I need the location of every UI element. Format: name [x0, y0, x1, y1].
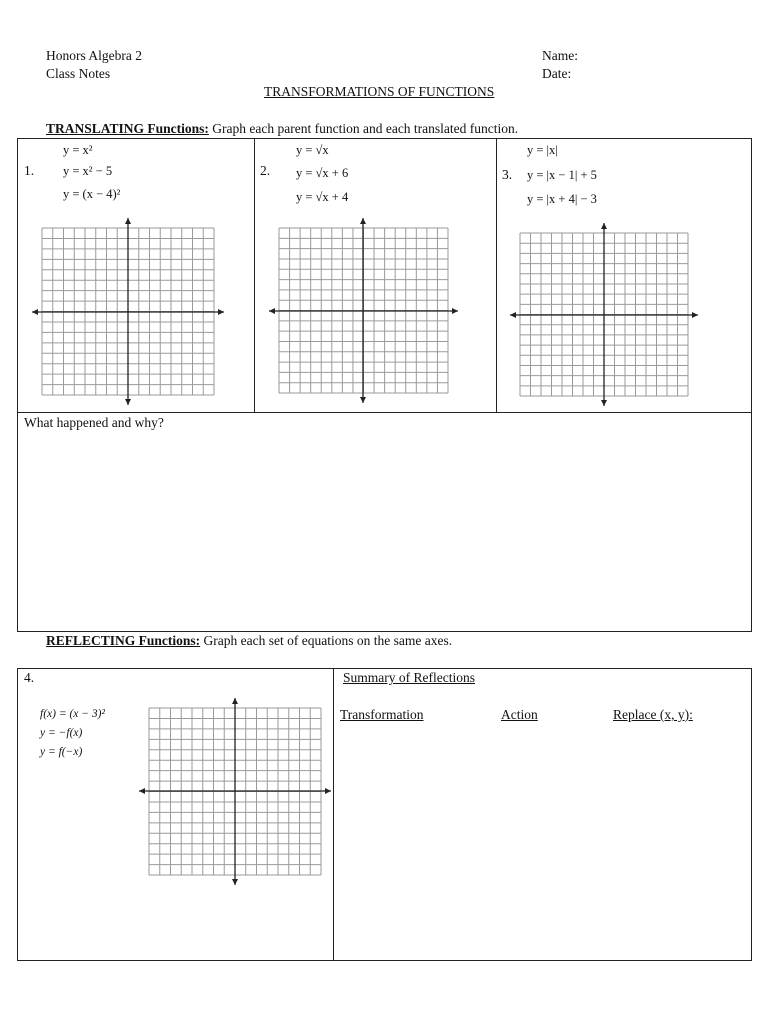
problem-3-equation-1: y = |x| [527, 143, 558, 157]
date-label: Date: [542, 66, 572, 81]
reflecting-instruction: Graph each set of equations on the same axes. [200, 633, 453, 648]
column-header-replace: Replace (x, y): [613, 707, 693, 722]
problem-2-number: 2. [260, 163, 271, 178]
reflecting-heading: REFLECTING Functions: [46, 633, 201, 648]
problem-4-equation-3: y = f(−x) [40, 746, 83, 758]
problem-4-equation-2: y = −f(x) [40, 727, 83, 739]
translating-instruction: Graph each parent function and each translated function. [208, 121, 519, 136]
column-header-transformation: Transformation [340, 707, 424, 722]
problem-1-equation-3: y = (x − 4)² [63, 187, 121, 201]
what-happened-prompt: What happened and why? [24, 415, 164, 430]
problem-2-equation-1: y = √x [296, 143, 329, 157]
problem-1-number: 1. [24, 163, 35, 178]
problem-1-equation-2: y = x² − 5 [63, 164, 113, 178]
name-label: Name: [542, 48, 578, 63]
problem-3-equation-2: y = |x − 1| + 5 [527, 168, 597, 182]
course-name: Honors Algebra 2 [46, 48, 142, 63]
translating-heading: TRANSLATING Functions: [46, 121, 209, 136]
problem-2-equation-2: y = √x + 6 [296, 166, 349, 180]
page-title: TRANSFORMATIONS OF FUNCTIONS [264, 84, 495, 99]
problem-3-number: 3. [502, 167, 513, 182]
problem-2-equation-3: y = √x + 4 [296, 190, 349, 204]
column-header-action: Action [501, 707, 538, 722]
problem-3-equation-3: y = |x + 4| − 3 [527, 192, 597, 206]
problem-4-number: 4. [24, 670, 35, 685]
class-notes-label: Class Notes [46, 66, 111, 81]
summary-title: Summary of Reflections [343, 670, 475, 685]
problem-4-equation-1: f(x) = (x − 3)² [40, 708, 105, 720]
problem-1-equation-1: y = x² [63, 143, 93, 157]
